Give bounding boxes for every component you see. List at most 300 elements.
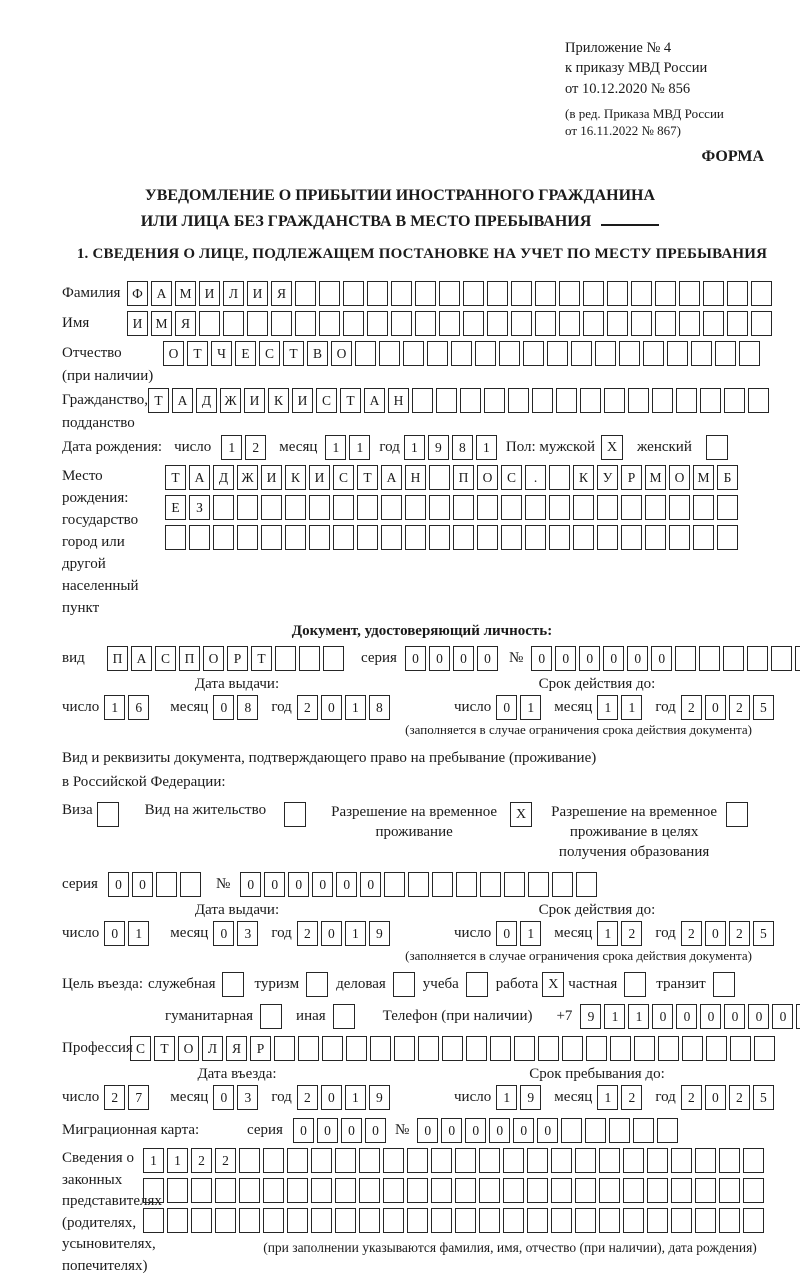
- char-cell[interactable]: 0: [705, 695, 726, 720]
- char-cell[interactable]: [583, 281, 604, 306]
- residence-permit-checkbox[interactable]: [284, 802, 306, 827]
- char-cell[interactable]: Т: [251, 646, 272, 671]
- char-cell[interactable]: [559, 311, 580, 336]
- char-cell[interactable]: [604, 388, 625, 413]
- char-cell[interactable]: 1: [345, 921, 366, 946]
- char-cell[interactable]: Е: [165, 495, 186, 520]
- char-cell[interactable]: [583, 311, 604, 336]
- char-cell[interactable]: .: [525, 465, 546, 490]
- char-cell[interactable]: [477, 525, 498, 550]
- char-cell[interactable]: 8: [369, 695, 390, 720]
- char-cell[interactable]: [658, 1036, 679, 1061]
- char-cell[interactable]: [189, 525, 210, 550]
- char-cell[interactable]: 2: [681, 695, 702, 720]
- char-cell[interactable]: 0: [537, 1118, 558, 1143]
- char-cell[interactable]: [191, 1208, 212, 1233]
- char-cell[interactable]: [275, 646, 296, 671]
- char-cell[interactable]: А: [364, 388, 385, 413]
- char-cell[interactable]: [309, 525, 330, 550]
- char-cell[interactable]: [333, 495, 354, 520]
- char-cell[interactable]: [727, 311, 748, 336]
- char-cell[interactable]: 0: [496, 695, 517, 720]
- char-cell[interactable]: 0: [441, 1118, 462, 1143]
- char-cell[interactable]: [703, 281, 724, 306]
- char-cell[interactable]: [597, 495, 618, 520]
- char-cell[interactable]: С: [501, 465, 522, 490]
- char-cell[interactable]: 0: [336, 872, 357, 897]
- char-cell[interactable]: М: [693, 465, 714, 490]
- char-cell[interactable]: [675, 646, 696, 671]
- char-cell[interactable]: 0: [321, 695, 342, 720]
- char-cell[interactable]: 0: [104, 921, 125, 946]
- char-cell[interactable]: 1: [628, 1004, 649, 1029]
- temp-residence-edu-checkbox[interactable]: [726, 802, 748, 827]
- char-cell[interactable]: [298, 1036, 319, 1061]
- char-cell[interactable]: А: [151, 281, 172, 306]
- char-cell[interactable]: Р: [250, 1036, 271, 1061]
- char-cell[interactable]: [405, 495, 426, 520]
- sex-female-checkbox[interactable]: [706, 435, 728, 460]
- char-cell[interactable]: [383, 1178, 404, 1203]
- char-cell[interactable]: 0: [341, 1118, 362, 1143]
- char-cell[interactable]: Т: [283, 341, 304, 366]
- char-cell[interactable]: [180, 872, 201, 897]
- char-cell[interactable]: 2: [729, 921, 750, 946]
- char-cell[interactable]: 0: [531, 646, 552, 671]
- char-cell[interactable]: 9: [520, 1085, 541, 1110]
- char-cell[interactable]: [191, 1178, 212, 1203]
- char-cell[interactable]: [562, 1036, 583, 1061]
- char-cell[interactable]: [466, 1036, 487, 1061]
- char-cell[interactable]: [322, 1036, 343, 1061]
- char-cell[interactable]: [585, 1118, 606, 1143]
- char-cell[interactable]: И: [247, 281, 268, 306]
- char-cell[interactable]: [645, 525, 666, 550]
- char-cell[interactable]: [655, 311, 676, 336]
- char-cell[interactable]: 0: [360, 872, 381, 897]
- char-cell[interactable]: Б: [717, 465, 738, 490]
- char-cell[interactable]: [499, 341, 520, 366]
- char-cell[interactable]: [287, 1178, 308, 1203]
- char-cell[interactable]: [551, 1148, 572, 1173]
- char-cell[interactable]: 0: [417, 1118, 438, 1143]
- char-cell[interactable]: М: [645, 465, 666, 490]
- char-cell[interactable]: [527, 1208, 548, 1233]
- char-cell[interactable]: [795, 646, 800, 671]
- char-cell[interactable]: [432, 872, 453, 897]
- char-cell[interactable]: [381, 525, 402, 550]
- char-cell[interactable]: [261, 525, 282, 550]
- char-cell[interactable]: [455, 1178, 476, 1203]
- char-cell[interactable]: [407, 1148, 428, 1173]
- char-cell[interactable]: 0: [579, 646, 600, 671]
- char-cell[interactable]: [747, 646, 768, 671]
- char-cell[interactable]: [439, 281, 460, 306]
- char-cell[interactable]: [299, 646, 320, 671]
- purpose-official-checkbox[interactable]: [222, 972, 244, 997]
- char-cell[interactable]: [239, 1178, 260, 1203]
- char-cell[interactable]: [535, 281, 556, 306]
- char-cell[interactable]: 0: [555, 646, 576, 671]
- char-cell[interactable]: [456, 872, 477, 897]
- char-cell[interactable]: [535, 311, 556, 336]
- char-cell[interactable]: Я: [226, 1036, 247, 1061]
- char-cell[interactable]: [436, 388, 457, 413]
- char-cell[interactable]: А: [189, 465, 210, 490]
- char-cell[interactable]: Т: [154, 1036, 175, 1061]
- char-cell[interactable]: 2: [245, 435, 266, 460]
- char-cell[interactable]: 1: [325, 435, 346, 460]
- char-cell[interactable]: [559, 281, 580, 306]
- char-cell[interactable]: [239, 1148, 260, 1173]
- char-cell[interactable]: [213, 495, 234, 520]
- char-cell[interactable]: С: [333, 465, 354, 490]
- char-cell[interactable]: О: [178, 1036, 199, 1061]
- char-cell[interactable]: [631, 281, 652, 306]
- char-cell[interactable]: 0: [724, 1004, 745, 1029]
- char-cell[interactable]: [730, 1036, 751, 1061]
- char-cell[interactable]: 1: [597, 695, 618, 720]
- char-cell[interactable]: Д: [213, 465, 234, 490]
- char-cell[interactable]: 0: [213, 921, 234, 946]
- char-cell[interactable]: Р: [227, 646, 248, 671]
- purpose-work-checkbox[interactable]: X: [542, 972, 564, 997]
- char-cell[interactable]: [525, 525, 546, 550]
- char-cell[interactable]: [167, 1208, 188, 1233]
- char-cell[interactable]: [610, 1036, 631, 1061]
- char-cell[interactable]: [599, 1148, 620, 1173]
- char-cell[interactable]: О: [163, 341, 184, 366]
- char-cell[interactable]: 0: [321, 1085, 342, 1110]
- char-cell[interactable]: 0: [465, 1118, 486, 1143]
- char-cell[interactable]: 0: [213, 1085, 234, 1110]
- char-cell[interactable]: 2: [621, 921, 642, 946]
- char-cell[interactable]: [693, 525, 714, 550]
- char-cell[interactable]: Т: [340, 388, 361, 413]
- char-cell[interactable]: 0: [429, 646, 450, 671]
- char-cell[interactable]: [647, 1178, 668, 1203]
- char-cell[interactable]: 0: [748, 1004, 769, 1029]
- char-cell[interactable]: [213, 525, 234, 550]
- char-cell[interactable]: [343, 281, 364, 306]
- char-cell[interactable]: [463, 281, 484, 306]
- char-cell[interactable]: [655, 281, 676, 306]
- char-cell[interactable]: 9: [369, 1085, 390, 1110]
- char-cell[interactable]: [503, 1148, 524, 1173]
- char-cell[interactable]: [717, 525, 738, 550]
- char-cell[interactable]: [439, 311, 460, 336]
- char-cell[interactable]: [287, 1208, 308, 1233]
- char-cell[interactable]: [455, 1148, 476, 1173]
- char-cell[interactable]: [403, 341, 424, 366]
- char-cell[interactable]: [549, 465, 570, 490]
- char-cell[interactable]: [671, 1148, 692, 1173]
- char-cell[interactable]: [311, 1148, 332, 1173]
- char-cell[interactable]: [695, 1148, 716, 1173]
- char-cell[interactable]: 1: [476, 435, 497, 460]
- char-cell[interactable]: [796, 1004, 800, 1029]
- char-cell[interactable]: [309, 495, 330, 520]
- char-cell[interactable]: И: [244, 388, 265, 413]
- purpose-study-checkbox[interactable]: [466, 972, 488, 997]
- char-cell[interactable]: В: [307, 341, 328, 366]
- char-cell[interactable]: Н: [405, 465, 426, 490]
- char-cell[interactable]: 1: [221, 435, 242, 460]
- char-cell[interactable]: [580, 388, 601, 413]
- char-cell[interactable]: [679, 281, 700, 306]
- char-cell[interactable]: [561, 1118, 582, 1143]
- char-cell[interactable]: [609, 1118, 630, 1143]
- char-cell[interactable]: [346, 1036, 367, 1061]
- char-cell[interactable]: [621, 495, 642, 520]
- char-cell[interactable]: 3: [237, 921, 258, 946]
- char-cell[interactable]: [552, 872, 573, 897]
- char-cell[interactable]: [633, 1118, 654, 1143]
- char-cell[interactable]: [405, 525, 426, 550]
- char-cell[interactable]: [549, 495, 570, 520]
- char-cell[interactable]: Ж: [220, 388, 241, 413]
- char-cell[interactable]: [247, 311, 268, 336]
- char-cell[interactable]: [645, 495, 666, 520]
- char-cell[interactable]: [501, 495, 522, 520]
- char-cell[interactable]: Р: [621, 465, 642, 490]
- char-cell[interactable]: [599, 1208, 620, 1233]
- char-cell[interactable]: 2: [681, 1085, 702, 1110]
- char-cell[interactable]: [671, 1208, 692, 1233]
- char-cell[interactable]: [223, 311, 244, 336]
- char-cell[interactable]: [333, 525, 354, 550]
- char-cell[interactable]: [215, 1208, 236, 1233]
- char-cell[interactable]: [706, 1036, 727, 1061]
- char-cell[interactable]: [647, 1148, 668, 1173]
- char-cell[interactable]: Я: [271, 281, 292, 306]
- char-cell[interactable]: 0: [405, 646, 426, 671]
- char-cell[interactable]: 1: [520, 921, 541, 946]
- char-cell[interactable]: Т: [187, 341, 208, 366]
- char-cell[interactable]: 7: [128, 1085, 149, 1110]
- char-cell[interactable]: [407, 1208, 428, 1233]
- char-cell[interactable]: [431, 1208, 452, 1233]
- visa-checkbox[interactable]: [97, 802, 119, 827]
- char-cell[interactable]: [311, 1178, 332, 1203]
- char-cell[interactable]: [619, 341, 640, 366]
- char-cell[interactable]: [295, 281, 316, 306]
- char-cell[interactable]: [323, 646, 344, 671]
- char-cell[interactable]: 1: [621, 695, 642, 720]
- char-cell[interactable]: Л: [202, 1036, 223, 1061]
- char-cell[interactable]: 0: [705, 1085, 726, 1110]
- char-cell[interactable]: 1: [404, 435, 425, 460]
- char-cell[interactable]: [693, 495, 714, 520]
- char-cell[interactable]: [453, 495, 474, 520]
- char-cell[interactable]: 0: [652, 1004, 673, 1029]
- char-cell[interactable]: [319, 281, 340, 306]
- char-cell[interactable]: [274, 1036, 295, 1061]
- char-cell[interactable]: [167, 1178, 188, 1203]
- char-cell[interactable]: 8: [237, 695, 258, 720]
- char-cell[interactable]: Я: [175, 311, 196, 336]
- purpose-transit-checkbox[interactable]: [713, 972, 735, 997]
- char-cell[interactable]: [634, 1036, 655, 1061]
- char-cell[interactable]: [431, 1178, 452, 1203]
- char-cell[interactable]: [477, 495, 498, 520]
- char-cell[interactable]: [623, 1208, 644, 1233]
- char-cell[interactable]: И: [127, 311, 148, 336]
- char-cell[interactable]: 1: [143, 1148, 164, 1173]
- char-cell[interactable]: [357, 495, 378, 520]
- char-cell[interactable]: И: [309, 465, 330, 490]
- char-cell[interactable]: [460, 388, 481, 413]
- char-cell[interactable]: [165, 525, 186, 550]
- char-cell[interactable]: 0: [240, 872, 261, 897]
- char-cell[interactable]: 0: [477, 646, 498, 671]
- char-cell[interactable]: [415, 281, 436, 306]
- char-cell[interactable]: 0: [317, 1118, 338, 1143]
- char-cell[interactable]: [311, 1208, 332, 1233]
- char-cell[interactable]: [571, 341, 592, 366]
- char-cell[interactable]: 0: [453, 646, 474, 671]
- char-cell[interactable]: [429, 465, 450, 490]
- purpose-humanitarian-checkbox[interactable]: [260, 1004, 282, 1029]
- char-cell[interactable]: [719, 1148, 740, 1173]
- char-cell[interactable]: [573, 495, 594, 520]
- char-cell[interactable]: [607, 281, 628, 306]
- char-cell[interactable]: [621, 525, 642, 550]
- char-cell[interactable]: [695, 1178, 716, 1203]
- char-cell[interactable]: [343, 311, 364, 336]
- char-cell[interactable]: С: [316, 388, 337, 413]
- char-cell[interactable]: 0: [132, 872, 153, 897]
- char-cell[interactable]: О: [669, 465, 690, 490]
- char-cell[interactable]: [700, 388, 721, 413]
- char-cell[interactable]: [335, 1178, 356, 1203]
- char-cell[interactable]: [647, 1208, 668, 1233]
- char-cell[interactable]: [575, 1148, 596, 1173]
- sex-male-checkbox[interactable]: X: [601, 435, 623, 460]
- char-cell[interactable]: [525, 495, 546, 520]
- char-cell[interactable]: [501, 525, 522, 550]
- char-cell[interactable]: [263, 1208, 284, 1233]
- char-cell[interactable]: [359, 1148, 380, 1173]
- temp-residence-checkbox[interactable]: X: [510, 802, 532, 827]
- char-cell[interactable]: [511, 281, 532, 306]
- char-cell[interactable]: [442, 1036, 463, 1061]
- char-cell[interactable]: 1: [345, 1085, 366, 1110]
- char-cell[interactable]: 0: [705, 921, 726, 946]
- char-cell[interactable]: [576, 872, 597, 897]
- char-cell[interactable]: [743, 1178, 764, 1203]
- char-cell[interactable]: [453, 525, 474, 550]
- char-cell[interactable]: [511, 311, 532, 336]
- char-cell[interactable]: 0: [365, 1118, 386, 1143]
- char-cell[interactable]: [723, 646, 744, 671]
- char-cell[interactable]: [551, 1208, 572, 1233]
- char-cell[interactable]: К: [268, 388, 289, 413]
- char-cell[interactable]: 2: [297, 921, 318, 946]
- char-cell[interactable]: [429, 525, 450, 550]
- char-cell[interactable]: [143, 1178, 164, 1203]
- char-cell[interactable]: [355, 341, 376, 366]
- char-cell[interactable]: [523, 341, 544, 366]
- char-cell[interactable]: [431, 1148, 452, 1173]
- char-cell[interactable]: [479, 1148, 500, 1173]
- char-cell[interactable]: [547, 341, 568, 366]
- char-cell[interactable]: 9: [428, 435, 449, 460]
- char-cell[interactable]: У: [597, 465, 618, 490]
- char-cell[interactable]: 0: [700, 1004, 721, 1029]
- char-cell[interactable]: Т: [357, 465, 378, 490]
- char-cell[interactable]: [657, 1118, 678, 1143]
- char-cell[interactable]: 2: [215, 1148, 236, 1173]
- char-cell[interactable]: [475, 341, 496, 366]
- char-cell[interactable]: 0: [651, 646, 672, 671]
- char-cell[interactable]: [479, 1178, 500, 1203]
- purpose-tourism-checkbox[interactable]: [306, 972, 328, 997]
- char-cell[interactable]: [715, 341, 736, 366]
- char-cell[interactable]: [394, 1036, 415, 1061]
- char-cell[interactable]: [407, 1178, 428, 1203]
- char-cell[interactable]: 2: [191, 1148, 212, 1173]
- char-cell[interactable]: 9: [369, 921, 390, 946]
- char-cell[interactable]: [743, 1208, 764, 1233]
- char-cell[interactable]: [383, 1148, 404, 1173]
- char-cell[interactable]: 0: [321, 921, 342, 946]
- char-cell[interactable]: [643, 341, 664, 366]
- char-cell[interactable]: 5: [753, 921, 774, 946]
- char-cell[interactable]: [719, 1208, 740, 1233]
- char-cell[interactable]: 6: [128, 695, 149, 720]
- char-cell[interactable]: [487, 311, 508, 336]
- char-cell[interactable]: [503, 1208, 524, 1233]
- char-cell[interactable]: [595, 341, 616, 366]
- char-cell[interactable]: [669, 525, 690, 550]
- char-cell[interactable]: 1: [349, 435, 370, 460]
- char-cell[interactable]: 2: [297, 695, 318, 720]
- char-cell[interactable]: [287, 1148, 308, 1173]
- char-cell[interactable]: [143, 1208, 164, 1233]
- char-cell[interactable]: [156, 872, 177, 897]
- char-cell[interactable]: [727, 281, 748, 306]
- char-cell[interactable]: 0: [293, 1118, 314, 1143]
- char-cell[interactable]: [359, 1208, 380, 1233]
- char-cell[interactable]: К: [573, 465, 594, 490]
- char-cell[interactable]: [669, 495, 690, 520]
- char-cell[interactable]: [379, 341, 400, 366]
- char-cell[interactable]: [652, 388, 673, 413]
- char-cell[interactable]: [263, 1148, 284, 1173]
- char-cell[interactable]: [743, 1148, 764, 1173]
- char-cell[interactable]: [586, 1036, 607, 1061]
- char-cell[interactable]: 8: [452, 435, 473, 460]
- char-cell[interactable]: 2: [729, 695, 750, 720]
- char-cell[interactable]: [551, 1178, 572, 1203]
- char-cell[interactable]: 0: [288, 872, 309, 897]
- char-cell[interactable]: [599, 1178, 620, 1203]
- char-cell[interactable]: П: [453, 465, 474, 490]
- char-cell[interactable]: [676, 388, 697, 413]
- char-cell[interactable]: 2: [729, 1085, 750, 1110]
- char-cell[interactable]: 1: [520, 695, 541, 720]
- char-cell[interactable]: [391, 281, 412, 306]
- char-cell[interactable]: [359, 1178, 380, 1203]
- char-cell[interactable]: 1: [128, 921, 149, 946]
- char-cell[interactable]: Е: [235, 341, 256, 366]
- char-cell[interactable]: [271, 311, 292, 336]
- char-cell[interactable]: [335, 1208, 356, 1233]
- char-cell[interactable]: [237, 525, 258, 550]
- purpose-other-checkbox[interactable]: [333, 1004, 355, 1029]
- char-cell[interactable]: [751, 311, 772, 336]
